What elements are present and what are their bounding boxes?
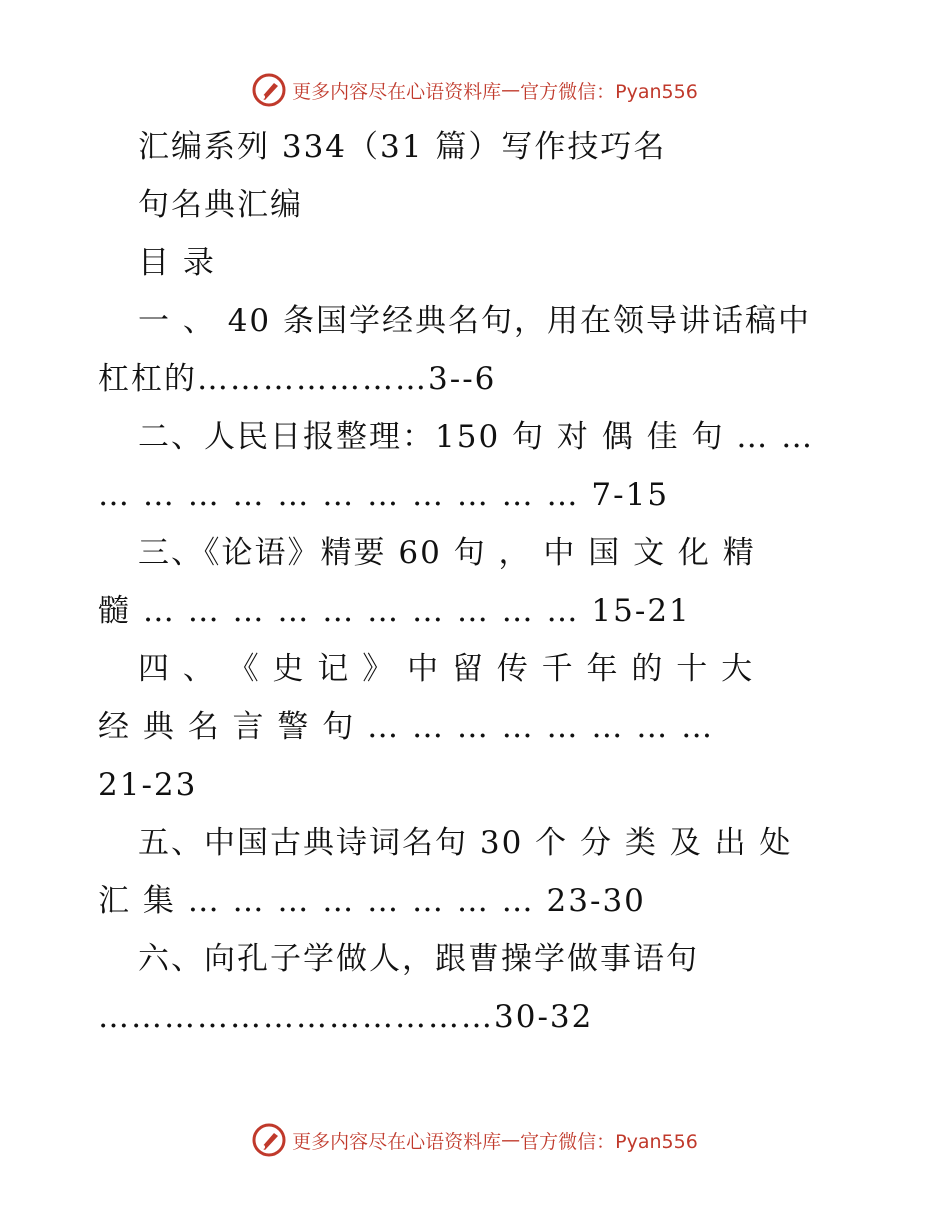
doc-title-line-1: 汇编系列 334（31 篇）写作技巧名: [138, 129, 667, 165]
toc-item-4: 四 、 《 史 记 》 中 留 传 千 年 的 十 大: [138, 651, 755, 687]
toc-item-2: 二、人民日报整理：150 句 对 偶 佳 句 … …: [138, 419, 815, 455]
watermark-separator: —: [501, 79, 521, 101]
toc-item-1: 一 、 40 条国学经典名句，用在领导讲话稿中: [138, 303, 812, 339]
doc-title-line-2: 句名典汇编: [138, 187, 303, 223]
header-watermark: [0, 70, 950, 110]
document-body: [98, 118, 858, 1046]
toc-item-4-cont: 经 典 名 言 警 句 … … … … … … … …: [98, 709, 715, 745]
watermark-site-text: 更多内容尽在心语资料库: [292, 80, 502, 103]
toc-item-2-cont: … … … … … … … … … … … 7-15: [98, 477, 670, 513]
watermark-wechat-text: 官方微信：Pyan556: [520, 1130, 698, 1153]
toc-item-3-cont: 髓 … … … … … … … … … … 15-21: [98, 593, 691, 629]
toc-item-6-cont: ………………………………30-32: [98, 999, 594, 1035]
toc-item-3: 三、《论语》精要 60 句 ， 中 国 文 化 精: [138, 535, 756, 571]
toc-item-4-pages: 21-23: [98, 767, 198, 803]
footer-watermark: [0, 1120, 950, 1160]
pen-logo-icon: [252, 1123, 286, 1157]
toc-item-1-cont: 杠杠的…………………3--6: [98, 361, 497, 397]
toc-item-5-cont: 汇 集 … … … … … … … … 23-30: [98, 883, 646, 919]
pen-logo-icon: [252, 73, 286, 107]
toc-heading: 目 录: [138, 245, 216, 281]
watermark-site-text: 更多内容尽在心语资料库: [292, 1130, 502, 1153]
toc-item-5: 五、中国古典诗词名句 30 个 分 类 及 出 处: [138, 825, 793, 861]
watermark-separator: —: [501, 1129, 521, 1151]
toc-item-6: 六、向孔子学做人，跟曹操学做事语句: [138, 941, 699, 977]
watermark-wechat-text: 官方微信：Pyan556: [520, 80, 698, 103]
